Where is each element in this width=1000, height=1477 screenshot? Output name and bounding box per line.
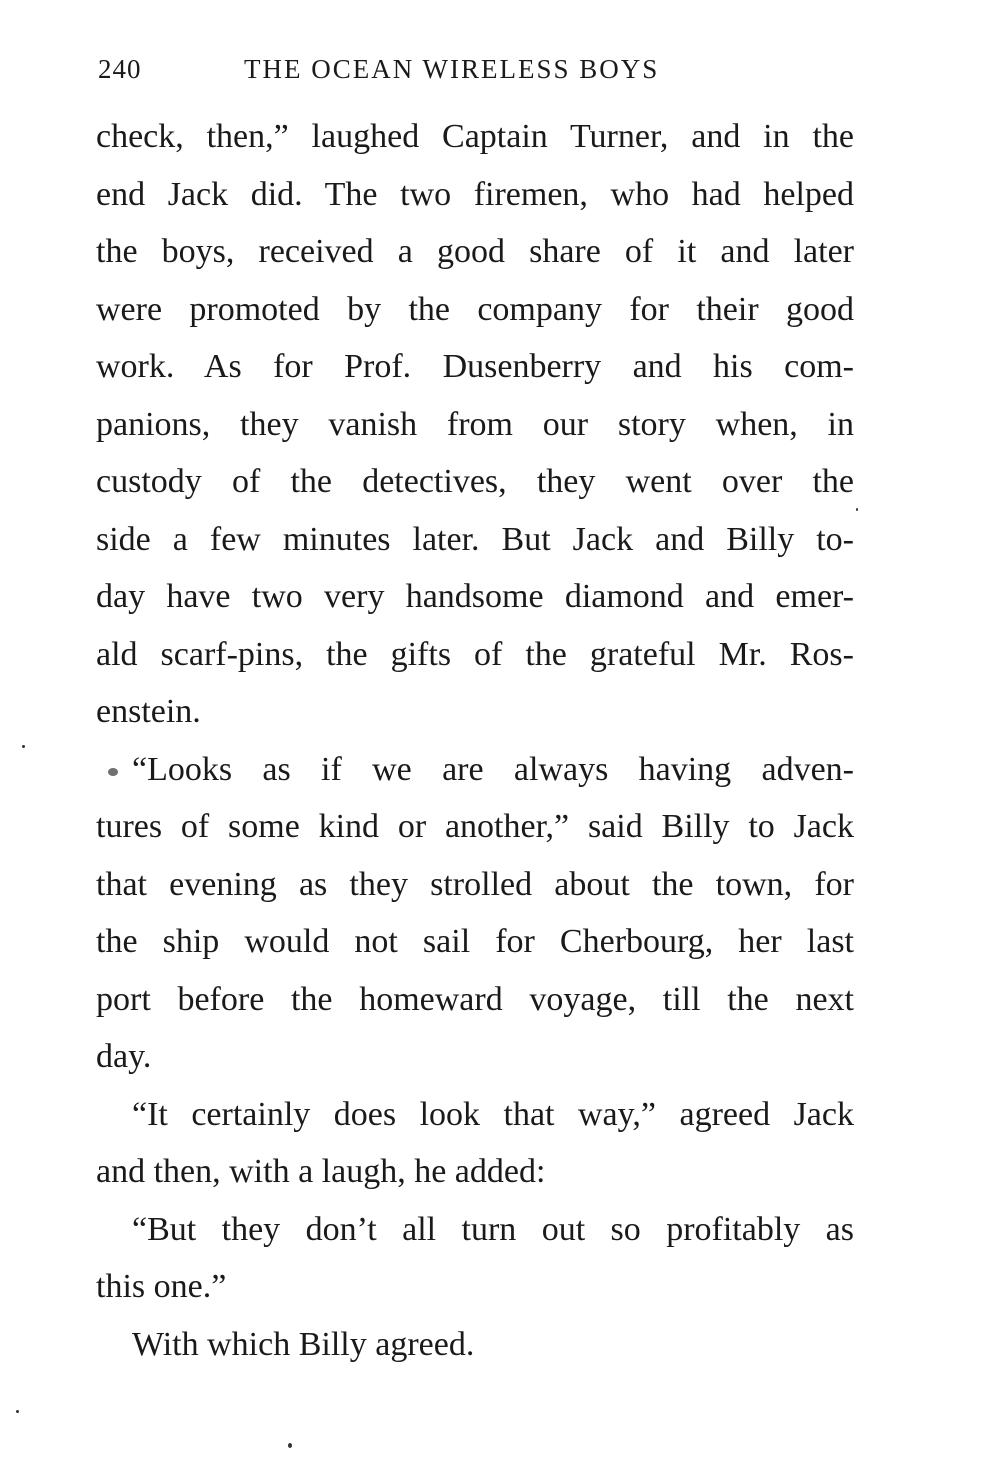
text-line: this one.” (96, 1268, 227, 1305)
paragraph (96, 741, 854, 1086)
text-line: the boys, received a good share of it and later (96, 233, 854, 270)
text-line: day have two very handsome diamond and emer- (96, 578, 854, 615)
ink-speck (22, 745, 25, 748)
page-header (98, 54, 858, 98)
text-line: “It certainly does look that way,” agreed Jack (132, 1095, 854, 1133)
page-number: 240 (98, 54, 142, 84)
ink-speck (16, 1410, 19, 1413)
text-line: side a few minutes later. But Jack and Billy to- (96, 520, 854, 558)
text-line: With which Billy agreed. (132, 1325, 475, 1363)
running-title: THE OCEAN WIRELESS BOYS (244, 54, 660, 84)
ink-speck (288, 1443, 292, 1448)
text-line: “But they don’t all turn out so profitably as (132, 1210, 854, 1248)
paragraph (96, 1086, 854, 1201)
ink-speck (856, 508, 858, 511)
text-line: and then, with a laugh, he added: (96, 1153, 546, 1190)
body-text (96, 108, 854, 1373)
text-line: “Looks as if we are always having adven- (132, 750, 854, 788)
text-line: day. (96, 1038, 152, 1075)
text-line: the ship would not sail for Cherbourg, her last (96, 923, 854, 960)
ink-speck (108, 768, 118, 776)
text-line: check, then,” laughed Captain Turner, and in the (96, 118, 854, 155)
text-line: work. As for Prof. Dusenberry and his com- (96, 348, 854, 385)
paragraph (96, 108, 854, 741)
paragraph (96, 1316, 854, 1374)
text-line: end Jack did. The two firemen, who had helped (96, 175, 854, 213)
paragraph (96, 1201, 854, 1316)
text-line: custody of the detectives, they went over the (96, 463, 854, 500)
text-line: panions, they vanish from our story when, in (96, 405, 854, 443)
text-line: ald scarf-pins, the gifts of the grateful Mr. Ros- (96, 635, 854, 673)
text-line: that evening as they strolled about the town, for (96, 865, 854, 903)
text-line: tures of some kind or another,” said Billy to Jack (96, 808, 854, 845)
text-line: enstein. (96, 693, 201, 730)
text-line: port before the homeward voyage, till the next (96, 980, 854, 1018)
text-line: were promoted by the company for their good (96, 290, 854, 328)
